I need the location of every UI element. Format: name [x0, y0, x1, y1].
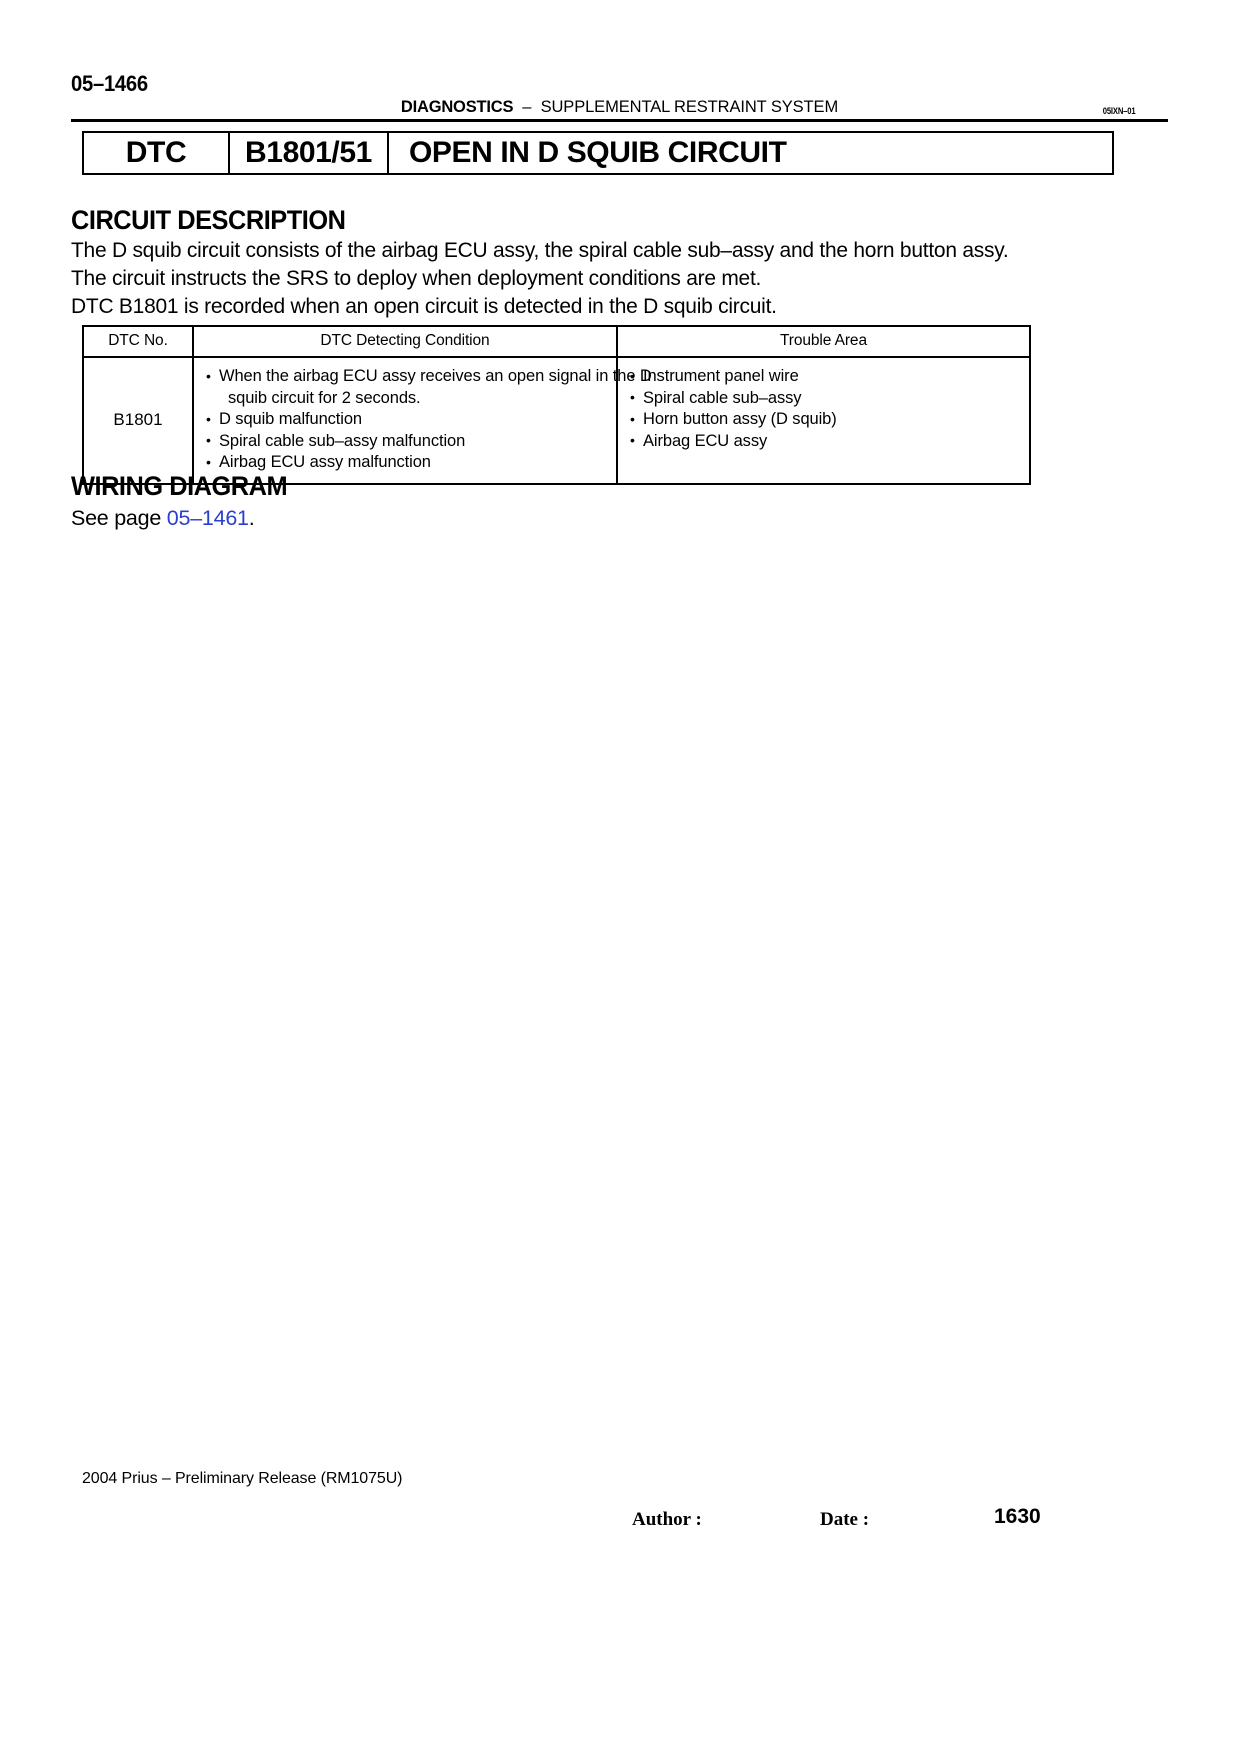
see-page-link[interactable]: 05–1461 — [166, 506, 249, 530]
footer-publication: 2004 Prius – Preliminary Release (RM1075U) — [82, 1470, 403, 1487]
header-separator: – — [522, 98, 532, 116]
table-row — [84, 358, 1029, 483]
footer-page-number: 1630 — [994, 1505, 1041, 1528]
header-breadcrumb — [0, 98, 1239, 117]
document-code: 05IXN–01 — [1102, 106, 1135, 116]
condition-bullet: • D squib malfunction — [206, 409, 606, 431]
table-cell-dtc-no: B1801 — [84, 358, 194, 483]
page-number-header: 05–1466 — [71, 71, 148, 96]
table-cell-trouble-area — [618, 358, 1029, 483]
table-header-dtc-no: DTC No. — [84, 327, 194, 356]
circuit-description-line-1: The D squib circuit consists of the airbag ECU assy, the spiral cable sub–assy and the horn button assy. — [71, 238, 1009, 262]
table-header-trouble: Trouble Area — [780, 332, 867, 349]
table-cell-detecting-condition — [194, 358, 652, 483]
dtc-table — [82, 325, 1031, 485]
footer-date-label: Date : — [820, 1509, 870, 1530]
trouble-area-bullet: • Spiral cable sub–assy — [630, 388, 1019, 410]
header-section-label: DIAGNOSTICS — [400, 98, 514, 116]
dtc-code-cell: B1801/51 — [230, 133, 389, 173]
table-header-condition: DTC Detecting Condition — [194, 327, 618, 356]
trouble-area-bullet: • Instrument panel wire — [630, 366, 1019, 388]
table-header-row — [84, 327, 1029, 358]
header-rule — [71, 119, 1168, 122]
dtc-title-bar — [82, 131, 1114, 175]
trouble-area-bullet: • Horn button assy (D squib) — [630, 409, 1019, 431]
footer-author-label: Author : — [632, 1509, 702, 1530]
condition-bullet: • Airbag ECU assy malfunction — [206, 452, 606, 474]
condition-bullet: • Spiral cable sub–assy malfunction — [206, 431, 606, 453]
see-page-prefix: See page — [71, 506, 167, 530]
circuit-description-line-2: The circuit instructs the SRS to deploy when deployment conditions are met. — [71, 266, 762, 290]
trouble-area-bullet: • Airbag ECU assy — [630, 431, 1019, 453]
see-page-suffix: . — [248, 506, 255, 530]
circuit-description-heading: CIRCUIT DESCRIPTION — [71, 205, 346, 235]
dtc-title-cell: OPEN IN D SQUIB CIRCUIT — [409, 136, 787, 169]
condition-bullet-continuation: squib circuit for 2 seconds. — [228, 388, 421, 407]
see-page-reference — [71, 506, 254, 531]
wiring-diagram-heading: WIRING DIAGRAM — [71, 471, 288, 501]
header-system-label: SUPPLEMENTAL RESTRAINT SYSTEM — [540, 98, 839, 116]
circuit-description-line-3: DTC B1801 is recorded when an open circuit is detected in the D squib circuit. — [71, 294, 777, 318]
dtc-label-cell: DTC — [84, 133, 230, 173]
condition-bullet: • When the airbag ECU assy receives an open signal in the D — [206, 366, 606, 388]
